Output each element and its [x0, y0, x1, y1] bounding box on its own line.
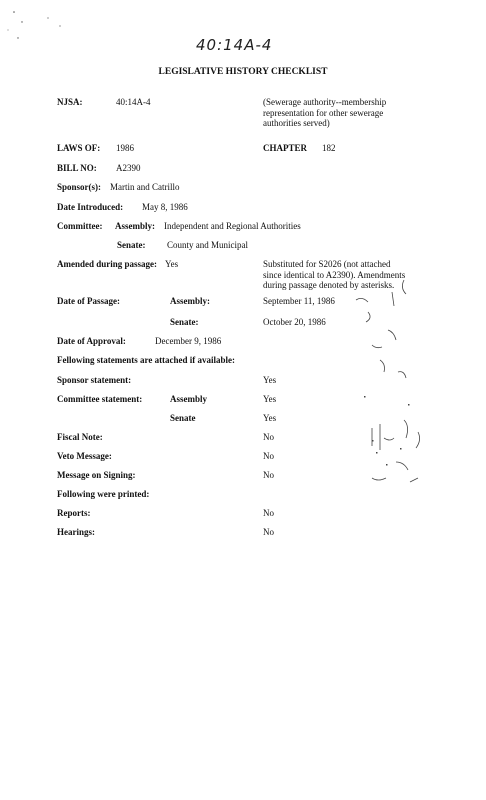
- following-attached-heading: Fellowing statements are attached if available:: [57, 355, 236, 365]
- sponsor-statement-label: Sponsor statement:: [57, 375, 132, 385]
- passage-senate-label: Senate:: [170, 317, 199, 327]
- bill-no-value: A2390: [116, 163, 141, 173]
- date-of-passage-label: Date of Passage:: [57, 296, 120, 306]
- veto-message-value: No: [263, 451, 274, 461]
- page-title: LEGISLATIVE HISTORY CHECKLIST: [158, 67, 328, 77]
- committee-senate-value: County and Municipal: [167, 240, 248, 250]
- laws-of-value: 1986: [116, 143, 134, 153]
- passage-senate-value: October 20, 1986: [263, 317, 326, 327]
- laws-of-label: LAWS OF:: [57, 143, 101, 153]
- passage-assembly-label: Assembly:: [170, 296, 210, 306]
- committee-statement-senate-value: Yes: [263, 413, 277, 423]
- reports-label: Reports:: [57, 508, 91, 518]
- passage-assembly-value: September 11, 1986: [263, 296, 335, 306]
- amended-note-line: Substituted for S2026 (not attached: [263, 259, 391, 269]
- fiscal-note-value: No: [263, 432, 274, 442]
- njsa-description-line: (Sewerage authority--membership: [263, 97, 387, 107]
- amended-note-line: during passage denoted by asterisks.: [263, 280, 395, 290]
- date-of-approval-value: December 9, 1986: [155, 336, 222, 346]
- veto-message-label: Veto Message:: [57, 451, 112, 461]
- committee-senate-label: Senate:: [117, 240, 146, 250]
- committee-statement-senate-label: Senate: [170, 413, 196, 423]
- hearings-value: No: [263, 527, 274, 537]
- hearings-label: Hearings:: [57, 527, 95, 537]
- sponsors-value: Martin and Catrillo: [110, 182, 180, 192]
- message-on-signing-value: No: [263, 470, 274, 480]
- date-introduced-value: May 8, 1986: [142, 202, 188, 212]
- sponsors-label: Sponsor(s):: [57, 182, 102, 192]
- committee-label: Committee:: [57, 221, 103, 231]
- date-introduced-label: Date Introduced:: [57, 202, 124, 212]
- committee-statement-label: Committee statement:: [57, 394, 143, 404]
- fiscal-note-label: Fiscal Note:: [57, 432, 103, 442]
- chapter-value: 182: [322, 143, 336, 153]
- committee-statement-assembly-value: Yes: [263, 394, 277, 404]
- date-of-approval-label: Date of Approval:: [57, 336, 126, 346]
- njsa-label: NJSA:: [57, 97, 83, 107]
- committee-assembly-label: Assembly:: [115, 221, 155, 231]
- message-on-signing-label: Message on Signing:: [57, 470, 136, 480]
- following-printed-heading: Following were printed:: [57, 489, 150, 499]
- amended-note-line: since identical to A2390). Amendments: [263, 269, 406, 280]
- amended-label: Amended during passage:: [57, 259, 158, 269]
- njsa-description-line: authorities served): [263, 118, 330, 128]
- bill-no-label: BILL NO:: [57, 163, 97, 173]
- committee-assembly-value: Independent and Regional Authorities: [164, 221, 301, 231]
- njsa-value: 40:14A-4: [116, 97, 151, 107]
- chapter-label: CHAPTER: [263, 143, 308, 153]
- amended-value: Yes: [165, 259, 179, 269]
- handwritten-number: 40:14A-4: [196, 36, 273, 54]
- reports-value: No: [263, 508, 274, 518]
- sponsor-statement-value: Yes: [263, 375, 277, 385]
- njsa-description-line: representation for other sewerage: [263, 107, 384, 118]
- committee-statement-assembly-label: Assembly: [170, 394, 208, 404]
